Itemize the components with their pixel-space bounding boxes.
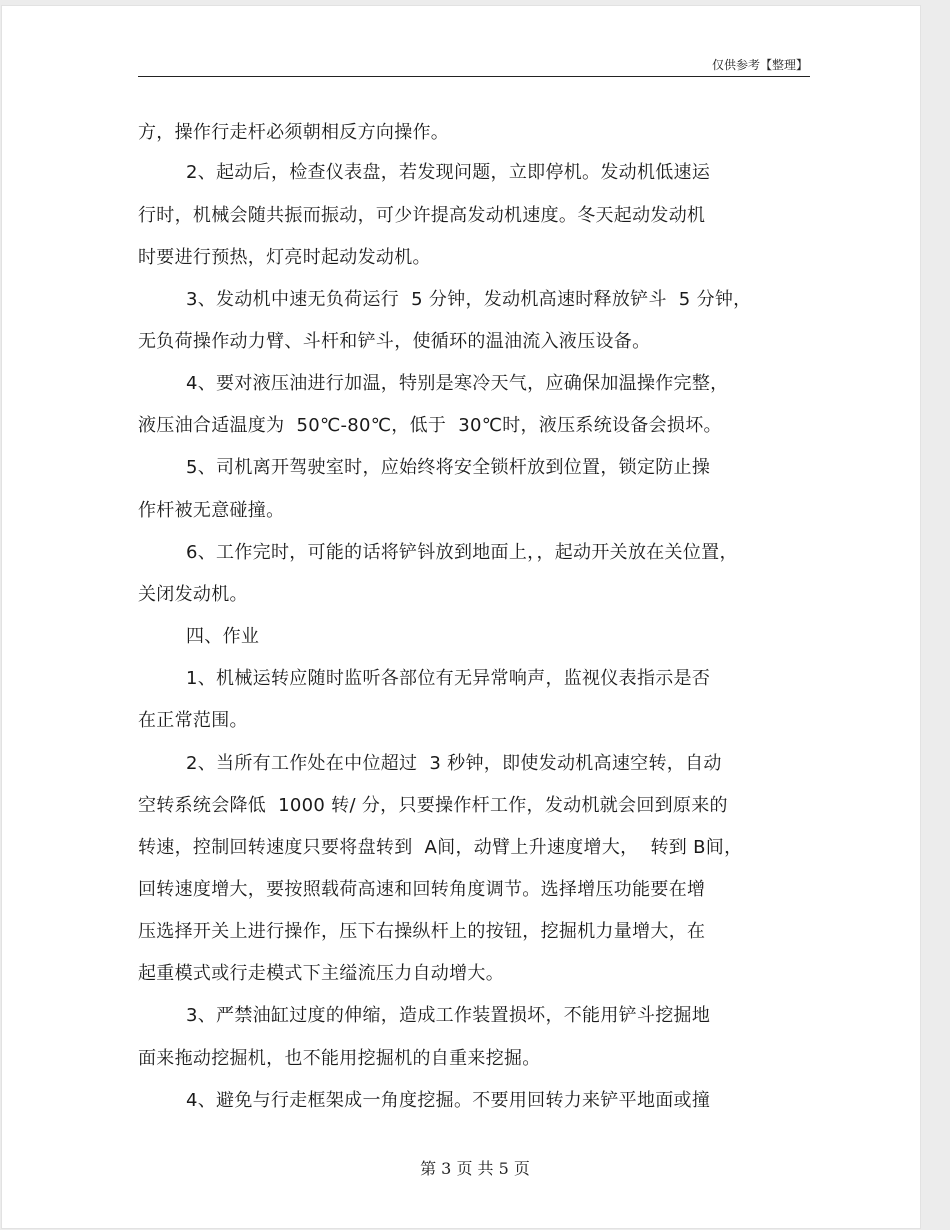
text-line: 方，操作行走杆必须朝相反方向操作。 xyxy=(138,122,450,143)
text-line: 转速，控制回转速度只要将盘转到 A间，动臂上升速度增大， 转到 B间， xyxy=(138,837,743,858)
page-footer: 第 3 页 共 5 页 xyxy=(420,1159,530,1178)
text-line: 压选择开关上进行操作，压下右操纵杆上的按钮，挖掘机力量增大，在 xyxy=(138,921,706,942)
text-line: 关闭发动机。 xyxy=(138,584,248,605)
text-line: 在正常范围。 xyxy=(138,710,248,731)
text-line: 2、当所有工作处在中位超过 3 秒钟，即使发动机高速空转，自动 xyxy=(186,753,722,774)
text-line: 2、起动后，检查仪表盘，若发现问题，立即停机。发动机低速运 xyxy=(186,162,711,183)
text-line: 起重模式或行走模式下主缢流压力自动增大。 xyxy=(138,963,504,984)
text-line: 5、司机离开驾驶室时，应始终将安全锁杆放到位置，锁定防止操 xyxy=(186,457,711,478)
text-line: 4、避免与行走框架成一角度挖掘。不要用回转力来铲平地面或撞 xyxy=(186,1090,711,1111)
text-line: 液压油合适温度为 50℃-80℃，低于 30℃时，液压系统设备会损坏。 xyxy=(138,415,722,436)
text-line: 无负荷操作动力臂、斗杆和铲斗，使循环的温油流入液压设备。 xyxy=(138,331,651,352)
text-line: 面来拖动挖掘机，也不能用挖掘机的自重来挖掘。 xyxy=(138,1048,541,1069)
header-rule xyxy=(138,76,810,77)
text-line: 回转速度增大，要按照载荷高速和回转角度调节。选择增压功能要在增 xyxy=(138,879,706,900)
text-line: 3、发动机中速无负荷运行 5 分钟，发动机高速时释放铲斗 5 分钟， xyxy=(186,289,752,310)
text-line: 作杆被无意碰撞。 xyxy=(138,500,285,521)
text-line: 空转系统会降低 1000 转/ 分，只要操作杆工作，发动机就会回到原来的 xyxy=(138,795,728,816)
text-line: 行时，机械会随共振而振动，可少许提高发动机速度。冬天起动发动机 xyxy=(138,205,706,226)
section-heading: 四、作业 xyxy=(186,626,260,647)
text-line: 3、严禁油缸过度的伸缩，造成工作装置损坏，不能用铲斗挖掘地 xyxy=(186,1005,711,1026)
text-line: 6、工作完时，可能的话将铲钭放到地面上，，起动开关放在关位置， xyxy=(186,542,738,563)
text-line: 时要进行预热，灯亮时起动发动机。 xyxy=(138,247,431,268)
page-header: 仅供参考【整理】 xyxy=(711,58,808,72)
text-line: 1、机械运转应随时监听各部位有无异常响声，监视仪表指示是否 xyxy=(186,668,711,689)
text-line: 4、要对液压油进行加温，特别是寒冷天气，应确保加温操作完整， xyxy=(186,373,729,394)
